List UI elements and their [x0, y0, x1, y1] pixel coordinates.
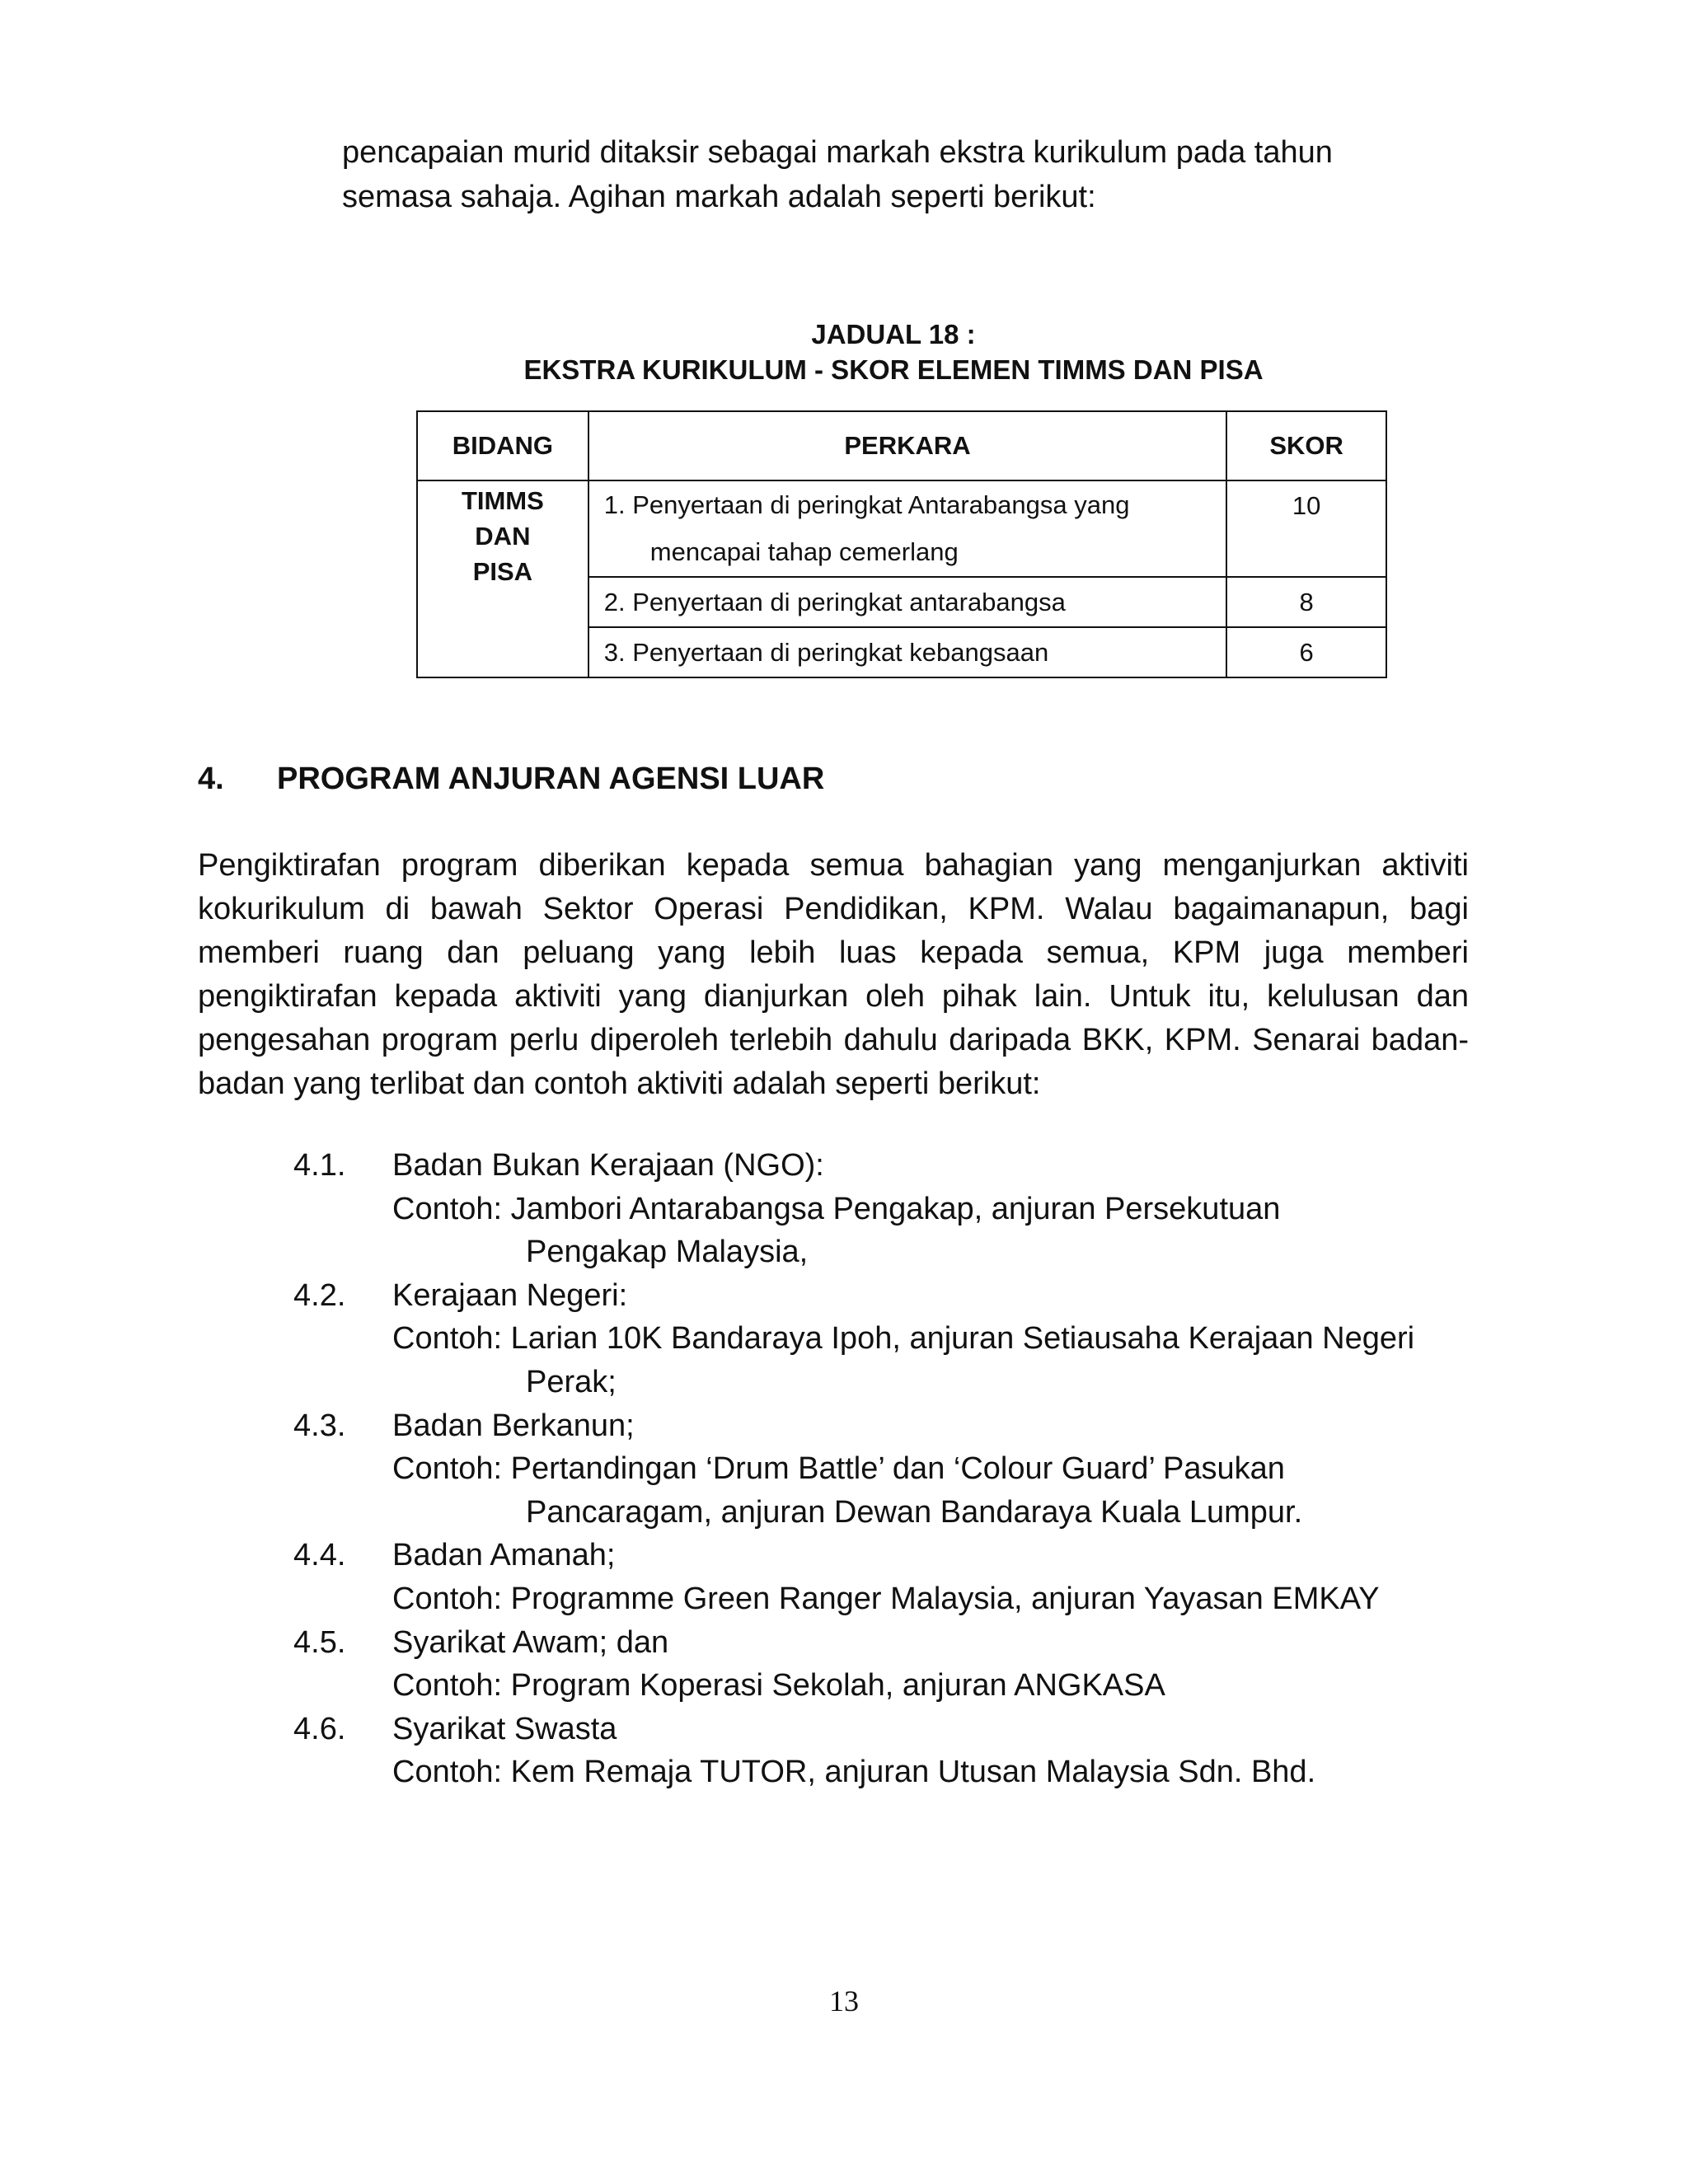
- table-header-row: [417, 411, 1386, 480]
- list-item: [293, 1621, 1530, 1665]
- list-item-number: 4.4.: [293, 1538, 346, 1573]
- example-text-continued: Pengakap Malaysia,: [526, 1235, 809, 1270]
- table-caption-title: EKSTRA KURIKULUM - SKOR ELEMEN TIMMS DAN PISA: [523, 354, 1264, 385]
- table-row: [417, 480, 1386, 577]
- perkara-cell: 3. Penyertaan di peringkat kebangsaan: [588, 627, 1226, 677]
- bidang-line: DAN: [475, 522, 531, 551]
- agency-list: [293, 1144, 1530, 1794]
- perkara-text: 1. Penyertaan di peringkat Antarabangsa yang: [603, 490, 1130, 519]
- intro-text: [342, 130, 1496, 219]
- list-item-example-continued: [293, 1491, 1530, 1535]
- list-item: [293, 1404, 1530, 1448]
- list-item-example-continued: [293, 1230, 1530, 1274]
- example-text: Contoh: Jambori Antarabangsa Pengakap, anjuran Persekutuan: [392, 1191, 1281, 1226]
- perkara-cell: 2. Penyertaan di peringkat antarabangsa: [588, 577, 1226, 627]
- list-item-number: 4.2.: [293, 1277, 346, 1313]
- example-text: Contoh: Program Koperasi Sekolah, anjuran ANGKASA: [392, 1668, 1165, 1704]
- example-text: Contoh: Larian 10K Bandaraya Ipoh, anjuran Setiausaha Kerajaan Negeri: [392, 1321, 1415, 1357]
- list-item-number: 4.6.: [293, 1711, 346, 1746]
- skor-cell: 8: [1226, 577, 1386, 627]
- header-skor: SKOR: [1226, 411, 1386, 480]
- section-number: 4.: [198, 762, 224, 796]
- perkara-text-continued: mencapai tahap cemerlang: [649, 537, 959, 566]
- skor-cell: 6: [1226, 627, 1386, 677]
- table-caption-number: JADUAL 18 :: [811, 319, 976, 349]
- header-perkara: PERKARA: [588, 411, 1226, 480]
- example-text: Contoh: Kem Remaja TUTOR, anjuran Utusan Malaysia Sdn. Bhd.: [392, 1755, 1316, 1790]
- skor-cell: 10: [1226, 480, 1386, 577]
- section-heading: [198, 757, 824, 801]
- intro-line-1: pencapaian murid ditaksir sebagai markah ekstra kurikulum pada tahun: [342, 135, 1333, 170]
- list-item: [293, 1708, 1530, 1751]
- list-item-title: Kerajaan Negeri:: [392, 1277, 628, 1313]
- list-item-example-continued: [293, 1361, 1530, 1404]
- header-bidang: BIDANG: [417, 411, 588, 480]
- bidang-line: TIMMS: [461, 486, 544, 515]
- example-text-continued: Perak;: [526, 1364, 617, 1399]
- page-number: 13: [829, 1985, 859, 2018]
- list-item: [293, 1534, 1530, 1577]
- list-item-example: [293, 1750, 1530, 1794]
- example-text: Contoh: Pertandingan ‘Drum Battle’ dan ‘Colour Guard’ Pasukan: [392, 1451, 1285, 1487]
- list-item-title: Badan Amanah;: [392, 1538, 616, 1573]
- score-table: [416, 410, 1387, 678]
- list-item-title: Badan Berkanun;: [392, 1408, 635, 1443]
- intro-line-2: semasa sahaja. Agihan markah adalah seperti berikut:: [342, 180, 1096, 214]
- perkara-cell: [588, 480, 1226, 577]
- list-item: [293, 1274, 1530, 1318]
- bidang-cell: [417, 480, 588, 677]
- list-item-number: 4.3.: [293, 1408, 346, 1443]
- list-item-example: [293, 1317, 1530, 1361]
- list-item-example: [293, 1188, 1530, 1231]
- list-item-number: 4.5.: [293, 1624, 346, 1660]
- section-title: PROGRAM ANJURAN AGENSI LUAR: [277, 762, 825, 796]
- list-item-title: Syarikat Swasta: [392, 1711, 617, 1746]
- list-item: [293, 1144, 1530, 1188]
- example-text: Contoh: Programme Green Ranger Malaysia, anjuran Yayasan EMKAY: [392, 1581, 1380, 1616]
- section-paragraph: Pengiktirafan program diberikan kepada semua bahagian yang menganjurkan aktiviti kokurikulum di bawah Sektor Operasi Pendidikan, KPM. Walau bagaimanapun, bagi memberi ruang dan peluang yang lebih luas kepada semua, KPM juga memberi pengiktirafan kepada aktiviti yang dianjurkan oleh pihak lain. Untuk itu, kelulusan dan pengesahan program perlu diperoleh terlebih dahulu daripada BKK, KPM. Senarai badan-badan yang terlibat dan contoh aktiviti adalah seperti berikut:: [198, 848, 1469, 1101]
- bidang-line: PISA: [472, 557, 533, 586]
- list-item-title: Syarikat Awam; dan: [392, 1624, 669, 1660]
- list-item-title: Badan Bukan Kerajaan (NGO):: [392, 1148, 824, 1183]
- list-item-example: [293, 1447, 1530, 1491]
- list-item-example: [293, 1577, 1530, 1621]
- list-item-number: 4.1.: [293, 1148, 346, 1183]
- list-item-example: [293, 1664, 1530, 1708]
- example-text-continued: Pancaragam, anjuran Dewan Bandaraya Kuala Lumpur.: [526, 1494, 1303, 1530]
